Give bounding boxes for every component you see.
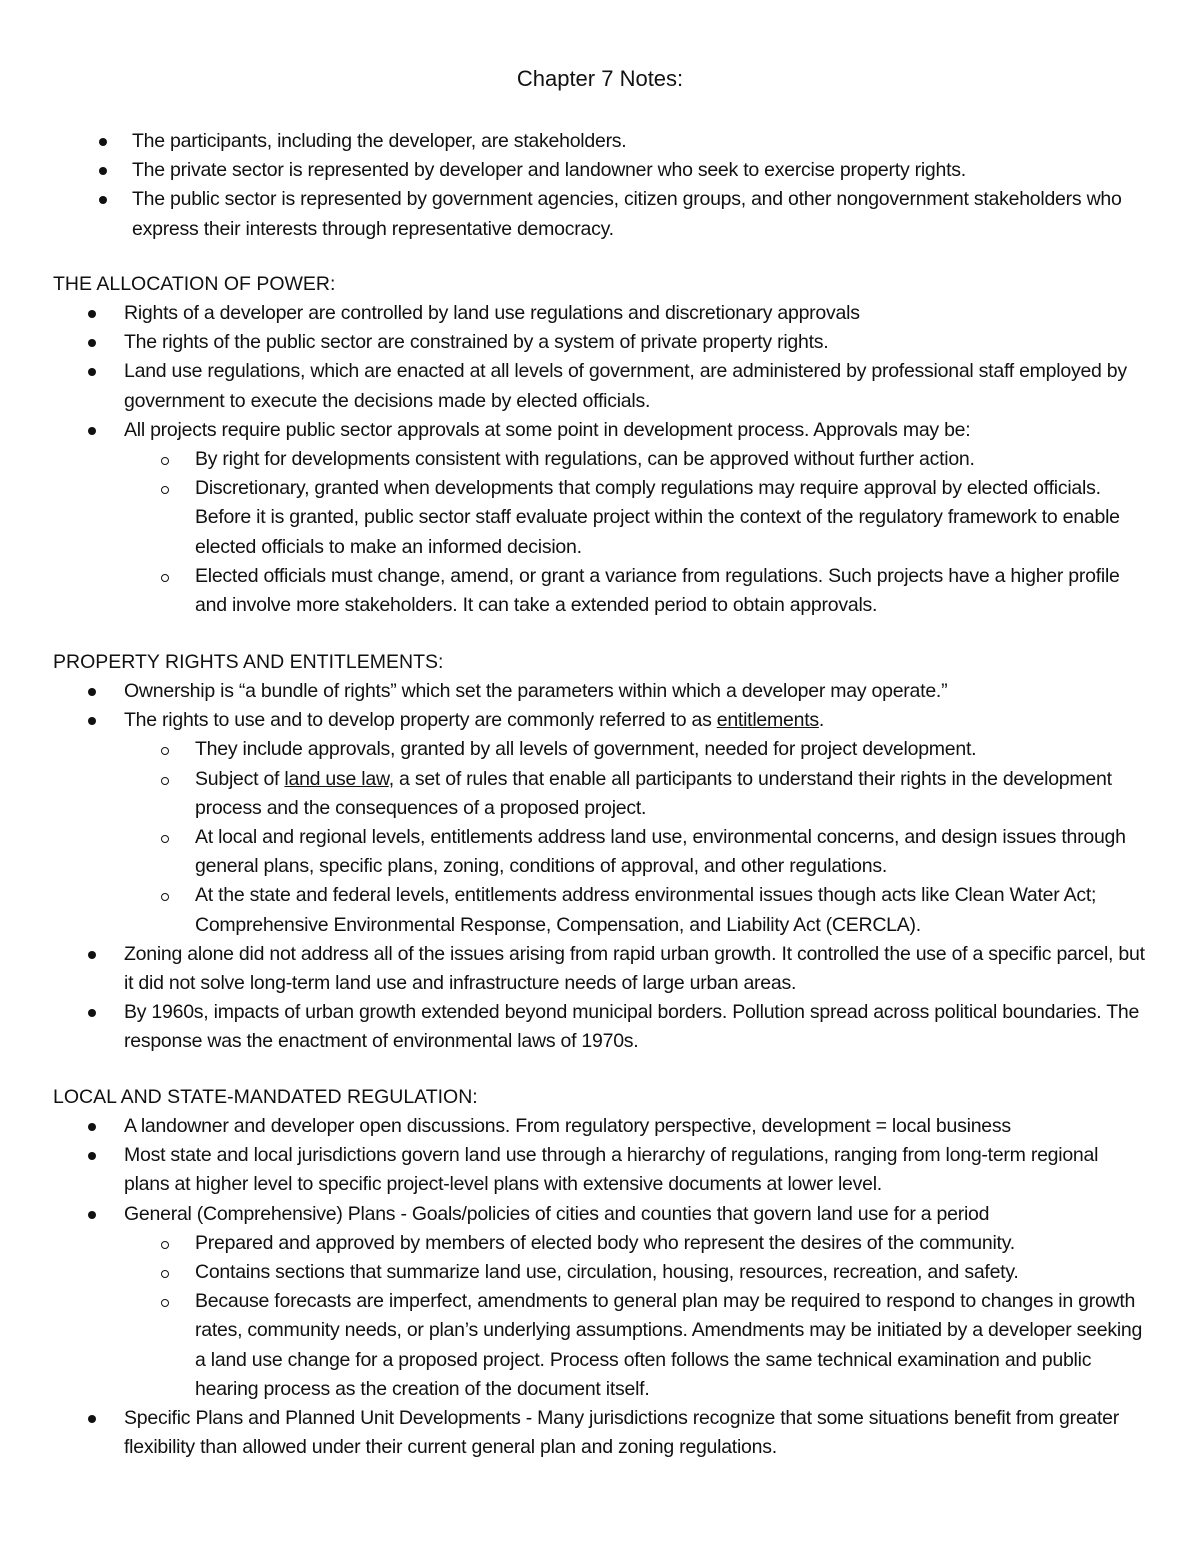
section-heading: THE ALLOCATION OF POWER: (53, 273, 336, 295)
section-heading: PROPERTY RIGHTS AND ENTITLEMENTS: (53, 651, 444, 673)
list-item: Ownership is “a bundle of rights” which set the parameters within which a developer may operate.” (0, 677, 1200, 706)
list-item: Specific Plans and Planned Unit Developments - Many jurisdictions recognize that some situations benefit from greater flexibility than allowed under their current general plan and zoning regulations. (0, 1404, 1200, 1462)
list-item: The private sector is represented by developer and landowner who seek to exercise property rights. (0, 156, 1200, 185)
sub-list-item: At the state and federal levels, entitlements address environmental issues though acts like Clean Water Act; Comprehensive Environmental Response, Compensation, and Liability Act (CERCLA). (0, 881, 1200, 939)
sub-list-item: Discretionary, granted when developments that comply regulations may require approval by elected officials. Before it is granted, public sector staff evaluate project within the context of the regulatory framework to enable elected officials to make an informed decision. (0, 474, 1200, 562)
intro-list (0, 127, 1200, 244)
list-item: Most state and local jurisdictions govern land use through a hierarchy of regulations, ranging from long-term regional plans at higher level to specific project-level plans with extensive documents at lower level. (0, 1141, 1200, 1199)
list-item: All projects require public sector approvals at some point in development process. Approvals may be: (0, 416, 1200, 445)
sub-list-item: They include approvals, granted by all levels of government, needed for project development. (0, 735, 1200, 764)
sub-list-item: Because forecasts are imperfect, amendments to general plan may be required to respond to changes in growth rates, community needs, or plan’s underlying assumptions. Amendments may be initiated by a developer seeking a land use change for a proposed project. Process often follows the same technical examination and public hearing process as the creation of the document itself. (0, 1287, 1200, 1404)
list-item: By 1960s, impacts of urban growth extended beyond municipal borders. Pollution spread across political boundaries. The response was the enactment of environmental laws of 1970s. (0, 998, 1200, 1056)
section-local-state-regulation (0, 1083, 1200, 1462)
sub-list-item: Elected officials must change, amend, or grant a variance from regulations. Such projects have a higher profile and involve more stakeholders. It can take a extended period to obtain approvals. (0, 562, 1200, 620)
list-item: Zoning alone did not address all of the issues arising from rapid urban growth. It controlled the use of a specific parcel, but it did not solve long-term land use and infrastructure needs of large urban areas. (0, 940, 1200, 998)
list-item: Land use regulations, which are enacted at all levels of government, are administered by professional staff employed by government to execute the decisions made by elected officials. (0, 357, 1200, 415)
sub-list-item: By right for developments consistent with regulations, can be approved without further action. (0, 445, 1200, 474)
sub-list-item: Contains sections that summarize land use, circulation, housing, resources, recreation, and safety. (0, 1258, 1200, 1287)
land-use-law-term: land use law (284, 767, 389, 790)
section-heading: LOCAL AND STATE-MANDATED REGULATION: (53, 1086, 478, 1108)
list-item: The rights to use and to develop property are commonly referred to as entitlements. (0, 706, 1200, 735)
sub-list-item: Subject of land use law, a set of rules that enable all participants to understand their rights in the development process and the consequences of a proposed project. (0, 765, 1200, 823)
list-item: General (Comprehensive) Plans - Goals/policies of cities and counties that govern land use for a period (0, 1200, 1200, 1229)
list-item: A landowner and developer open discussions. From regulatory perspective, development = local business (0, 1112, 1200, 1141)
sub-list-item: At local and regional levels, entitlements address land use, environmental concerns, and design issues through general plans, specific plans, zoning, conditions of approval, and other regulations. (0, 823, 1200, 881)
list-item: The participants, including the developer, are stakeholders. (0, 127, 1200, 156)
sub-list-item: Prepared and approved by members of elected body who represent the desires of the community. (0, 1229, 1200, 1258)
section-property-rights (0, 648, 1200, 1057)
list-item: The public sector is represented by government agencies, citizen groups, and other nongovernment stakeholders who express their interests through representative democracy. (0, 185, 1200, 243)
list-item: The rights of the public sector are constrained by a system of private property rights. (0, 328, 1200, 357)
entitlements-term: entitlements (716, 709, 819, 732)
section-allocation-of-power (0, 270, 1200, 620)
list-item: Rights of a developer are controlled by land use regulations and discretionary approvals (0, 299, 1200, 328)
page-title: Chapter 7 Notes: (516, 66, 684, 91)
